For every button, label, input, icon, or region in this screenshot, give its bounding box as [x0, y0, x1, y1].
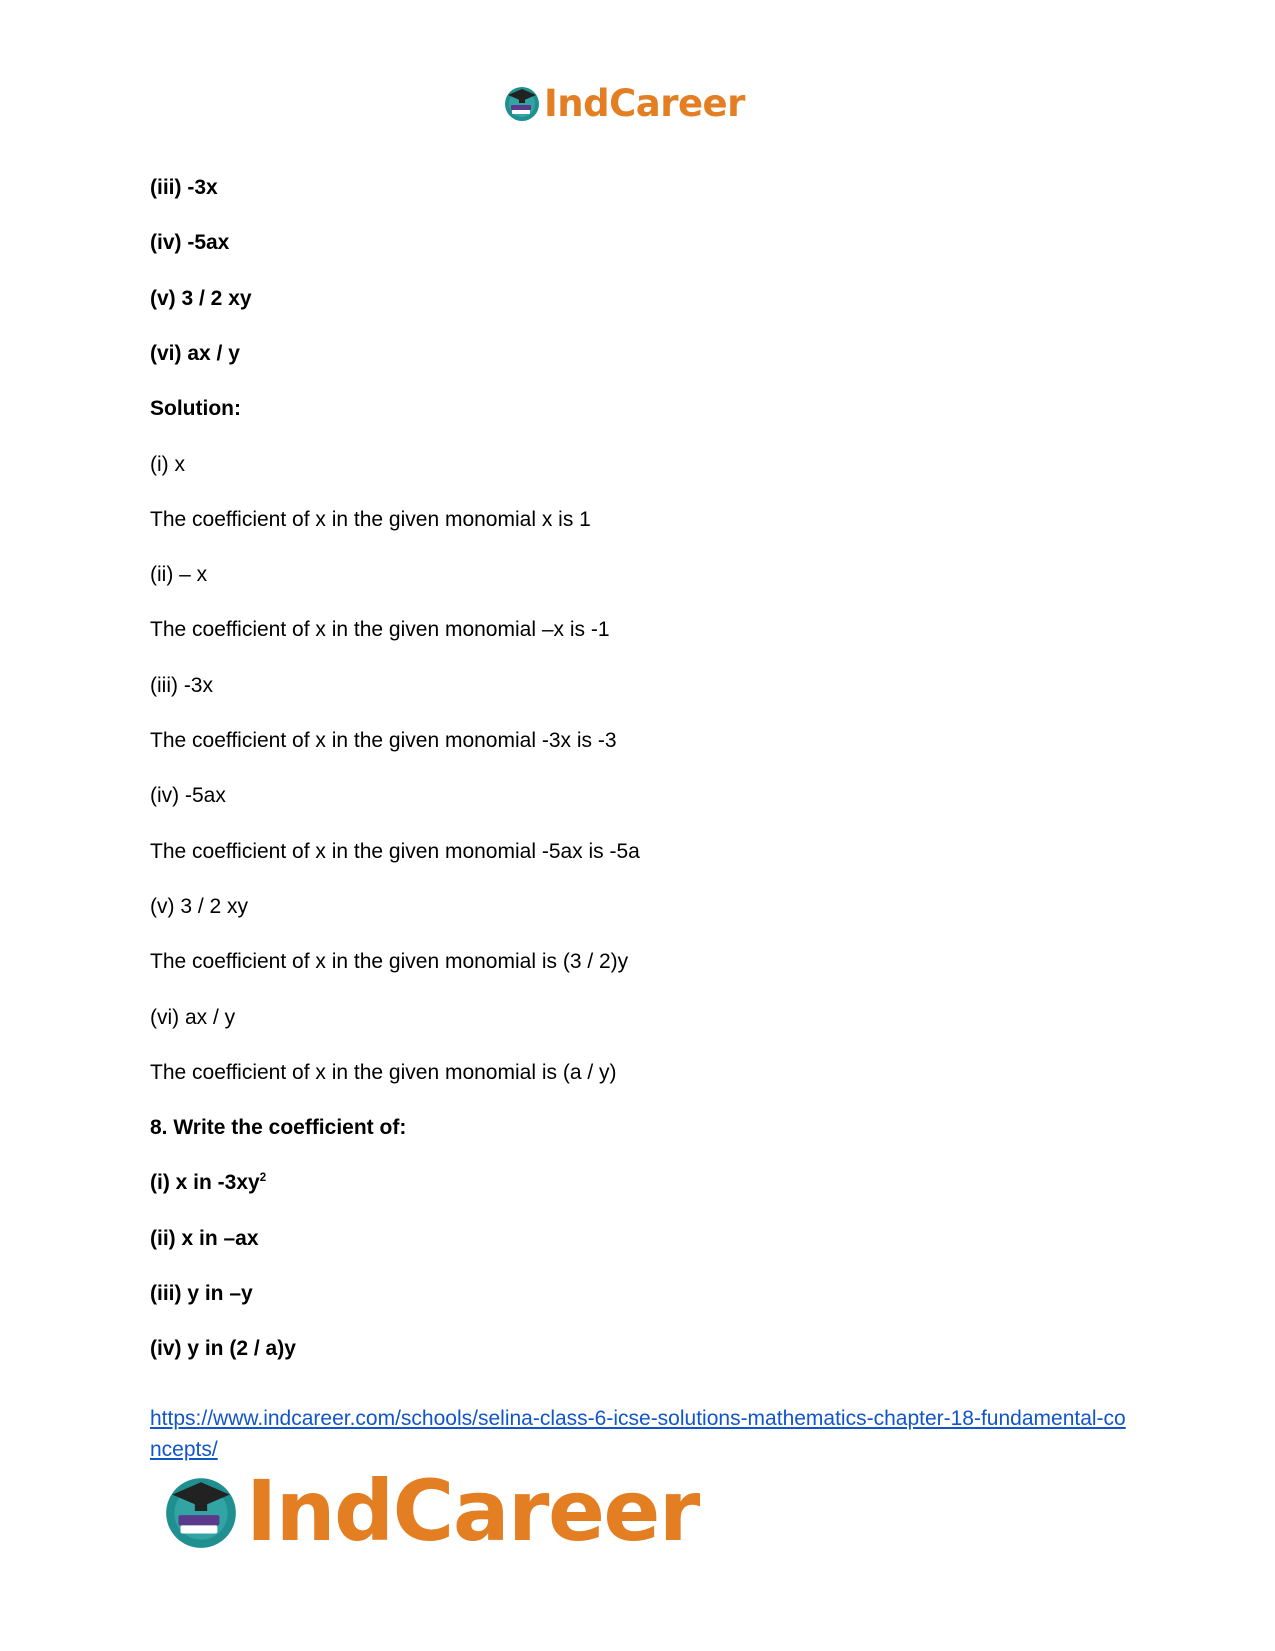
question-line — [150, 1226, 259, 1251]
answer-line — [150, 949, 628, 974]
question-line — [150, 1336, 296, 1361]
answer-line — [150, 452, 185, 477]
line-text: (iv) -5ax — [150, 231, 230, 255]
answer-line — [150, 1060, 617, 1085]
line-text: The coefficient of x in the given monomial x is 1 — [150, 507, 591, 531]
question-line — [150, 341, 240, 366]
question-line — [150, 1170, 266, 1195]
answer-line — [150, 839, 640, 864]
globe-graduation-cap-icon — [160, 1470, 242, 1552]
answer-line — [150, 783, 226, 808]
answer-line — [150, 507, 591, 532]
line-text: (iii) y in –y — [150, 1282, 253, 1305]
line-text: (i) x in -3xy — [150, 1171, 260, 1195]
question-line — [150, 230, 229, 255]
line-text: Solution: — [150, 397, 241, 421]
footer-logo-text: IndCareer — [246, 1462, 699, 1560]
answer-line — [150, 728, 617, 753]
line-text: (v) 3 / 2 xy — [150, 286, 252, 310]
globe-graduation-cap-icon — [502, 83, 542, 123]
answer-line — [150, 1005, 235, 1030]
source-link[interactable]: https://www.indcareer.com/schools/selina-class-6-icse-solutions-mathematics-chapter-18-fundamental-concepts/ — [150, 1407, 1126, 1461]
answer-line — [150, 562, 207, 587]
line-text: (ii) x in –ax — [150, 1226, 259, 1250]
header-logo — [502, 78, 745, 128]
line-text: (ii) – x — [150, 563, 208, 587]
answer-line — [150, 617, 610, 642]
line-text: The coefficient of x in the given monomial -3x is -3 — [150, 729, 617, 752]
line-text: The coefficient of x in the given monomial is (3 / 2)y — [150, 950, 629, 974]
line-text: (iv) -5ax — [150, 784, 226, 808]
footer-logo — [160, 1462, 699, 1560]
superscript: 2 — [259, 1172, 267, 1185]
line-text: (vi) ax / y — [150, 341, 240, 365]
header-logo-text: IndCareer — [544, 81, 745, 125]
line-text: (iii) -3x — [150, 176, 218, 199]
answer-line — [150, 673, 213, 698]
line-text: (vi) ax / y — [150, 1005, 236, 1029]
line-text: The coefficient of x in the given monomial is (a / y) — [150, 1060, 617, 1084]
question-line — [150, 286, 252, 311]
question-line — [150, 1281, 253, 1306]
line-text: (iii) -3x — [150, 673, 213, 697]
line-text: (i) x — [150, 452, 185, 476]
line-text: (v) 3 / 2 xy — [150, 894, 249, 918]
question-line — [150, 1115, 406, 1140]
line-text: The coefficient of x in the given monomial –x is -1 — [150, 618, 610, 642]
line-text: 8. Write the coefficient of: — [150, 1116, 407, 1140]
question-line — [150, 175, 218, 200]
line-text: The coefficient of x in the given monomial -5ax is -5a — [150, 839, 640, 863]
question-line — [150, 396, 241, 421]
line-text: (iv) y in (2 / a)y — [150, 1337, 296, 1361]
answer-line — [150, 894, 248, 919]
